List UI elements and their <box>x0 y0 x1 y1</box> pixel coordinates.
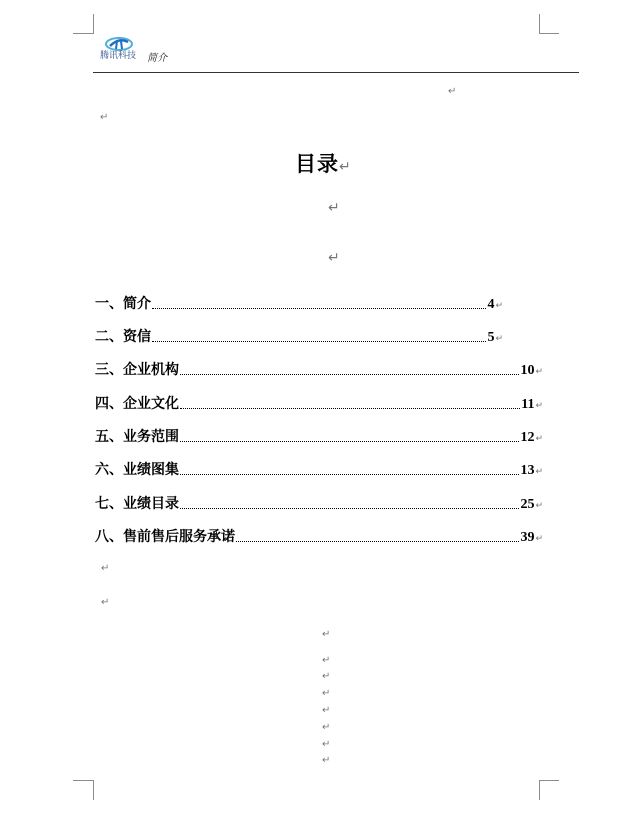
paragraph-mark-icon: ↵ <box>322 688 331 699</box>
paragraph-mark-icon: ↵ <box>100 112 109 123</box>
toc-leader-dots <box>180 407 520 409</box>
toc-entry-label: 三、企业机构 <box>95 362 179 378</box>
toc-leader-dots <box>236 540 519 542</box>
toc-entry-label: 一、简介 <box>95 296 151 312</box>
paragraph-mark-icon: ↵ <box>535 534 543 544</box>
paragraph-mark-icon: ↵ <box>535 467 543 477</box>
paragraph-mark-icon: ↵ <box>328 200 340 216</box>
toc-entry-label: 五、业务范围 <box>95 429 179 445</box>
header-rule <box>93 72 579 73</box>
paragraph-mark-icon: ↵ <box>339 159 352 175</box>
paragraph-mark-icon: ↵ <box>535 501 543 511</box>
paragraph-mark-icon: ↵ <box>535 367 543 377</box>
toc-entry[interactable] <box>95 393 543 413</box>
paragraph-mark-icon: ↵ <box>322 722 331 733</box>
crop-mark-bottom-right-h <box>539 780 559 781</box>
paragraph-mark-icon: ↵ <box>495 334 503 344</box>
paragraph-mark-icon: ↵ <box>322 705 331 716</box>
toc-entry[interactable] <box>95 526 543 546</box>
crop-mark-bottom-right-v <box>539 780 540 800</box>
toc-entry[interactable] <box>95 359 543 379</box>
paragraph-mark-icon: ↵ <box>328 250 340 266</box>
toc-entry-page: 5 <box>487 330 495 345</box>
toc-title <box>295 148 352 178</box>
paragraph-mark-icon: ↵ <box>322 739 331 750</box>
toc-title-text: 目录 <box>295 152 339 176</box>
toc-entry-label: 八、售前售后服务承诺 <box>95 529 235 545</box>
toc-entry[interactable] <box>95 293 503 313</box>
toc-entry-page: 12 <box>520 430 535 445</box>
paragraph-mark-icon: ↵ <box>101 597 110 608</box>
paragraph-mark-icon: ↵ <box>322 671 331 682</box>
crop-mark-top-right-h <box>539 33 559 34</box>
crop-mark-top-left-v <box>93 14 94 34</box>
paragraph-mark-icon: ↵ <box>322 629 331 640</box>
toc-leader-dots <box>180 473 519 475</box>
toc-entry[interactable] <box>95 459 543 479</box>
toc-leader-dots <box>152 307 486 309</box>
toc-entry-page: 25 <box>520 497 535 512</box>
toc-entry-label: 七、业绩目录 <box>95 496 179 512</box>
toc-entry-page: 39 <box>520 530 535 545</box>
toc-entry-page: 10 <box>520 363 535 378</box>
toc-entry-page: 13 <box>520 463 535 478</box>
crop-mark-bottom-left-h <box>73 780 93 781</box>
toc-leader-dots <box>152 340 486 342</box>
paragraph-mark-icon: ↵ <box>535 434 543 444</box>
toc-entry[interactable] <box>95 326 503 346</box>
paragraph-mark-icon: ↵ <box>495 301 503 311</box>
toc-leader-dots <box>180 507 519 509</box>
crop-mark-top-right-v <box>539 14 540 34</box>
logo-text: 腾讯科技 <box>100 51 137 61</box>
toc-entry-label: 六、业绩图集 <box>95 462 179 478</box>
paragraph-mark-icon: ↵ <box>101 563 110 574</box>
toc-entry-label: 二、资信 <box>95 329 151 345</box>
toc-entry[interactable] <box>95 426 543 446</box>
paragraph-mark-icon: ↵ <box>322 755 331 766</box>
paragraph-mark-icon: ↵ <box>535 401 543 411</box>
toc-entry[interactable] <box>95 493 543 513</box>
paragraph-mark-icon: ↵ <box>322 655 331 666</box>
toc-entry-page: 4 <box>487 297 495 312</box>
crop-mark-top-left-h <box>73 33 93 34</box>
header-title: 简介 <box>147 53 167 64</box>
toc-entry-page: 11 <box>521 397 535 412</box>
toc-leader-dots <box>180 373 519 375</box>
crop-mark-bottom-left-v <box>93 780 94 800</box>
toc-leader-dots <box>180 440 519 442</box>
paragraph-mark-icon: ↵ <box>448 86 457 97</box>
toc-entry-label: 四、企业文化 <box>95 396 179 412</box>
